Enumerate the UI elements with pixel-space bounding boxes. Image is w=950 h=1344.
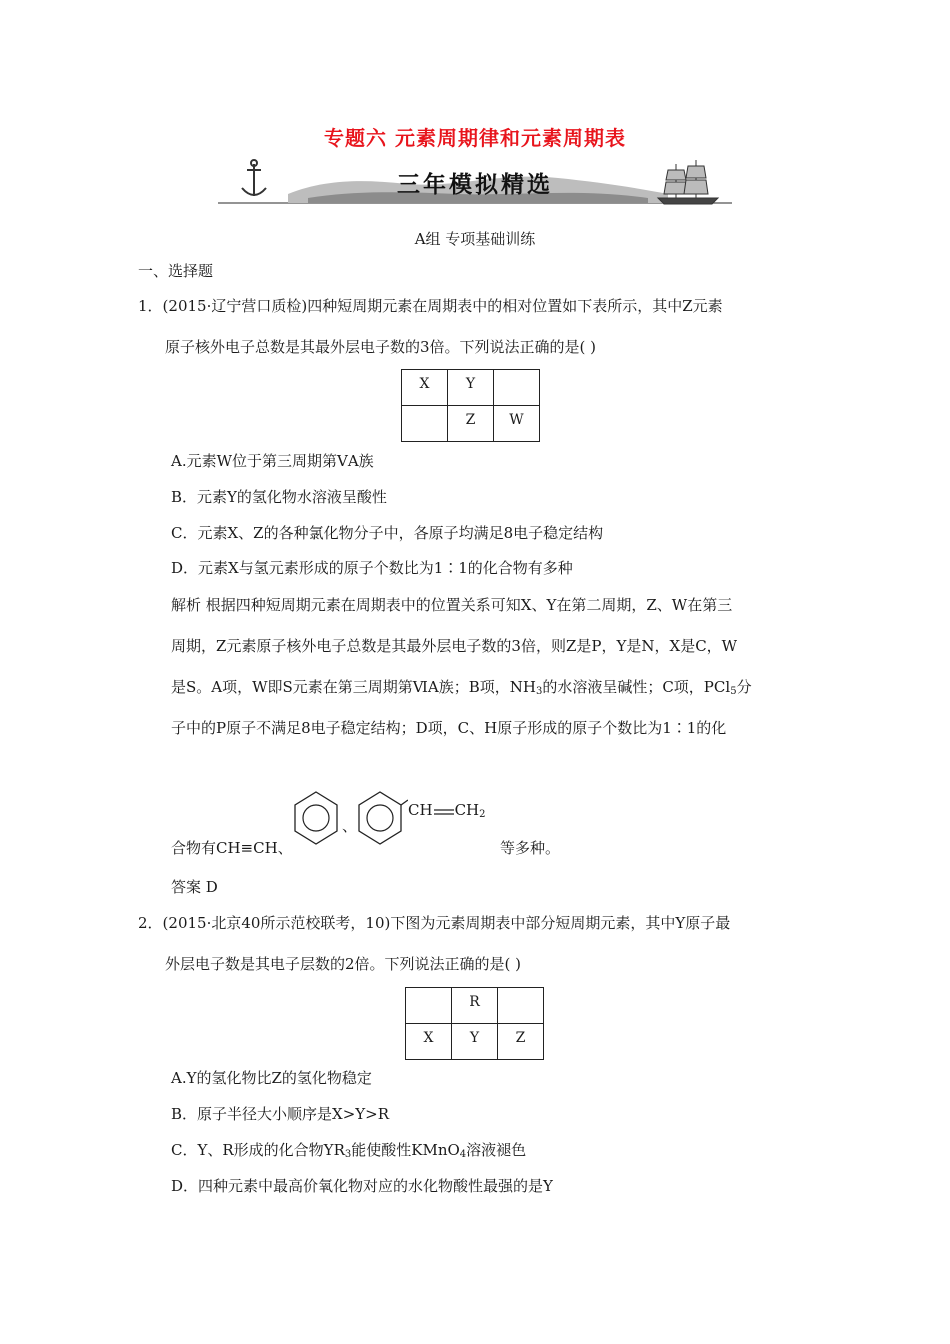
table-cell: Z (448, 406, 494, 442)
page-title: 专题六 元素周期律和元素周期表 (324, 126, 626, 150)
table-cell: Y (452, 1024, 498, 1060)
table-cell: X (406, 1024, 452, 1060)
q2-option-c: C．Y、R形成的化合物$YR_3$能使酸性KMnO$_4$溶液褪色 (171, 1141, 527, 1160)
vinyl-group: CH $CH_2$ (408, 801, 486, 820)
q1-answer: 答案 D (171, 878, 218, 896)
q1-analysis-line3: 是S。A项，W即S元素在第三周期第ⅥA族；B项，$NH_3$的水溶液呈碱性；C项，PCl$_5$分 (171, 678, 752, 697)
q1-option-d: D．元素X与氢元素形成的原子个数比为1∶1的化合物有多种 (171, 559, 573, 577)
styrene-ring (356, 790, 408, 848)
q1-analysis-line1: 解析 根据四种短周期元素在周期表中的位置关系可知X、Y在第二周期，Z、W在第三 (171, 596, 733, 614)
q1-option-c: C．元素X、Z的各种氯化物分子中，各原子均满足8电子稳定结构 (171, 524, 604, 542)
table-cell (406, 988, 452, 1024)
q1-option-b: B．元素Y的氢化物水溶液呈酸性 (171, 488, 387, 506)
q1-option-a: A.元素W位于第三周期第ⅤA族 (171, 452, 374, 470)
q1-analysis-line2: 周期，Z元素原子核外电子总数是其最外层电子数的3倍，则Z是P，Y是N，X是C，W (171, 637, 738, 655)
structure-separator: 、 (342, 817, 358, 835)
q2-periodic-table (405, 987, 544, 1060)
table-cell (498, 988, 544, 1024)
table-cell: W (494, 406, 540, 442)
table-cell: R (452, 988, 498, 1024)
table-cell (402, 406, 448, 442)
q1-analysis-line5: 合物有CH≡CH、 (171, 839, 293, 857)
subheading: A组 专项基础训练 (414, 230, 536, 248)
q2-stem-line1: 2．(2015·北京40所示范校联考，10)下图为元素周期表中部分短周期元素，其中Y原子最 (138, 914, 731, 932)
table-cell: Y (448, 370, 494, 406)
banner-text: 三年模拟精选 (397, 172, 553, 198)
q1-stem-line1: 1．(2015·辽宁营口质检)四种短周期元素在周期表中的相对位置如下表所示，其中Z元素 (138, 297, 723, 315)
q1-stem-line2: 原子核外电子总数是其最外层电子数的3倍。下列说法正确的是( ) (165, 338, 597, 356)
q2-option-d: D．四种元素中最高价氧化物对应的水化物酸性最强的是Y (171, 1177, 553, 1195)
q1-periodic-table (401, 369, 540, 442)
section-heading: 一、选择题 (138, 262, 214, 280)
q1-analysis-line4: 子中的P原子不满足8电子稳定结构；D项，C、H原子形成的原子个数比为1∶1的化 (171, 719, 727, 737)
table-cell: Z (498, 1024, 544, 1060)
q2-stem-line2: 外层电子数是其电子层数的2倍。下列说法正确的是( ) (165, 955, 522, 973)
double-bond (433, 801, 455, 821)
table-cell: X (402, 370, 448, 406)
q1-analysis-line5-end: 等多种。 (500, 839, 561, 857)
benzene-structure (292, 790, 340, 848)
table-cell (494, 370, 540, 406)
q2-option-b: B．原子半径大小顺序是X>Y>R (171, 1105, 390, 1123)
q2-option-a: A.Y的氢化物比Z的氢化物稳定 (171, 1069, 372, 1087)
